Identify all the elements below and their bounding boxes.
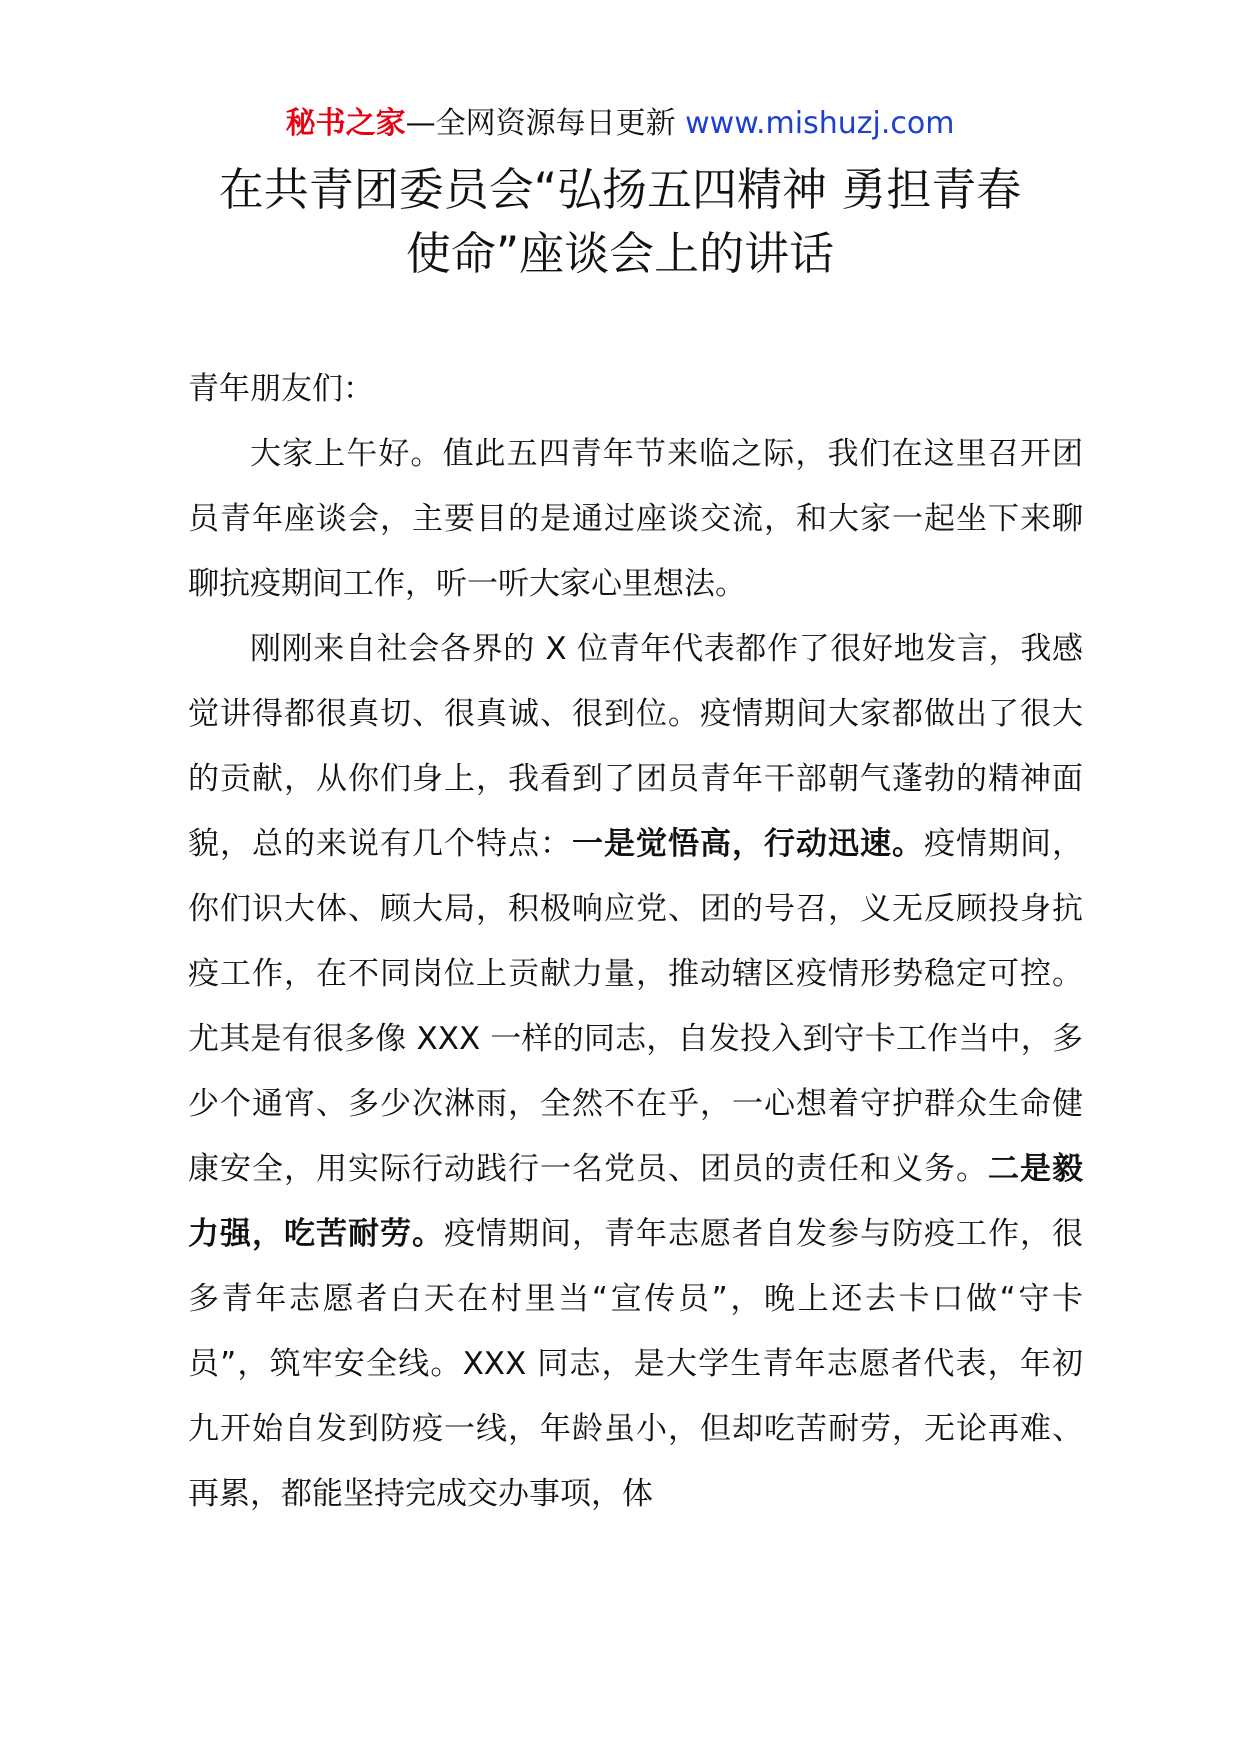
banner-tagline: —全网资源每日更新: [405, 106, 686, 141]
site-banner: [0, 104, 1240, 144]
document-title: [150, 158, 1090, 286]
paragraph-2: [188, 617, 1083, 1527]
point-one-text: 疫情期间，你们识大体、顾大局，积极响应党、团的号召，义无反顾投身抗疫工作，在不同岗位上贡献力量，推动辖区疫情形势稳定可控。尤其是有很多像 XXX 一样的同志，自发投入到守卡工作当中，多少个通宵、多少次淋雨，全然不在乎，一心想着守护群众生命健康安全，用实际行动践行一名党员、团员的责任和义务。: [188, 826, 1083, 1187]
title-line-1: 在共青团委员会“弘扬五四精神 勇担青春: [218, 163, 1022, 216]
point-one-heading: 一是觉悟高，行动迅速。: [572, 826, 924, 862]
paragraph-1: 大家上午好。值此五四青年节来临之际，我们在这里召开团员青年座谈会，主要目的是通过座谈交流，和大家一起坐下来聊聊抗疫期间工作，听一听大家心里想法。: [188, 436, 1083, 602]
site-url-link[interactable]: www.mishuzj.com: [685, 106, 955, 141]
point-two-text: 疫情期间，青年志愿者自发参与防疫工作，很多青年志愿者白天在村里当“宣传员”，晚上还去卡口做“守卡员”，筑牢安全线。XXX 同志，是大学生青年志愿者代表，年初九开始自发到防疫一线，年龄虽小，但却吃苦耐劳，无论再难、再累，都能坚持完成交办事项，体: [188, 1216, 1083, 1512]
title-line-2: 使命”座谈会上的讲话: [405, 227, 835, 280]
paragraph-2-intro: 刚刚来自社会各界的 X 位青年代表都作了很好地发言，我感觉讲得都很真切、很真诚、很到位。疫情期间大家都做出了很大的贡献，从你们身上，我看到了团员青年干部朝气蓬勃的精神面貌，总的来说有几个特点：: [188, 631, 1083, 862]
brand-name: 秘书之家: [285, 106, 406, 141]
salutation: 青年朋友们：: [188, 371, 374, 407]
point-two-heading: 二是毅力强，吃苦耐劳。: [188, 1151, 1083, 1252]
document-body: [188, 357, 1083, 1527]
